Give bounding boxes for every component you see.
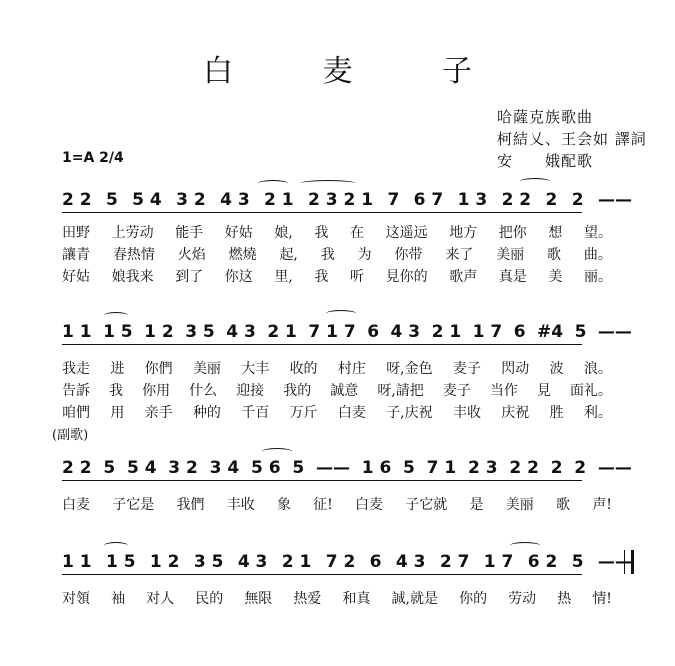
lyric-word: 热 xyxy=(557,591,572,607)
lyric-word: 为 xyxy=(357,247,372,263)
lyric-word: 好姑 xyxy=(224,225,253,241)
note-group: 7 1 xyxy=(426,458,457,478)
lyric-line-2-3 xyxy=(62,402,612,422)
note-group: 3 5 xyxy=(185,322,215,342)
note-group: 5 xyxy=(105,190,118,210)
slur-mark xyxy=(262,448,292,455)
lyric-word: 我 xyxy=(320,247,335,263)
note-group: 7 2 xyxy=(325,552,356,572)
lyric-word: 麦子 xyxy=(452,361,481,377)
lyric-word: 征! xyxy=(313,497,333,513)
lyric-word: 能手 xyxy=(175,225,204,241)
lyric-word: 美 xyxy=(548,269,563,285)
slur-mark xyxy=(104,312,128,319)
note-group: 2 2 xyxy=(509,458,539,478)
note-group: 5 6 xyxy=(250,458,281,478)
lyric-line-2-2 xyxy=(62,380,612,400)
lyric-word: 想 xyxy=(548,225,563,241)
note-group: 2 3 xyxy=(468,458,498,478)
notation-row-3 xyxy=(62,458,632,478)
note-group: 5 4 xyxy=(132,190,162,210)
lyric-word: 万斤 xyxy=(289,405,318,421)
lyric-word: 用 xyxy=(110,405,125,421)
beam-line xyxy=(62,344,582,345)
lyric-line-1-2 xyxy=(62,244,612,264)
lyric-word: 是 xyxy=(469,497,484,513)
lyric-word: 这遥远 xyxy=(385,225,428,241)
note-group: 1 6 xyxy=(361,458,392,478)
refrain-label: (副歌) xyxy=(52,428,89,443)
note-group: 2 1 xyxy=(264,190,294,210)
note-group: 3 2 xyxy=(168,458,198,478)
lyric-word: 你用 xyxy=(142,383,171,399)
note-group: 2 7 xyxy=(439,552,470,572)
lyric-word: 子它是 xyxy=(112,497,155,513)
slur-mark xyxy=(520,178,550,185)
lyric-word: 誠,就是 xyxy=(391,591,438,607)
note-group: 1 2 xyxy=(149,552,180,572)
lyric-word: 閃动 xyxy=(501,361,530,377)
note-group: 2 2 xyxy=(62,458,92,478)
lyric-word: 我 xyxy=(314,269,329,285)
notation-row-2 xyxy=(62,322,632,342)
lyric-word: 你的 xyxy=(459,591,488,607)
lyric-word: 上劳动 xyxy=(111,225,154,241)
lyric-word: 到了 xyxy=(175,269,204,285)
lyric-word: 白麦 xyxy=(355,497,384,513)
lyric-word: 把你 xyxy=(498,225,527,241)
note-group: 1 5 xyxy=(103,322,133,342)
lyric-word: 美丽 xyxy=(496,247,525,263)
lyric-word: 望。 xyxy=(583,225,612,241)
lyric-word: 火焰 xyxy=(177,247,206,263)
lyric-word: 劳动 xyxy=(508,591,537,607)
lyric-word: 我 xyxy=(314,225,329,241)
lyric-word: 波 xyxy=(549,361,564,377)
note-group: 2 xyxy=(550,458,563,478)
lyric-word: 来了 xyxy=(445,247,474,263)
note-group: —— xyxy=(597,190,632,210)
lyric-line-3-1 xyxy=(62,494,612,514)
lyric-word: 白麦 xyxy=(62,497,90,513)
lyric-word: 曲。 xyxy=(583,247,612,263)
slur-mark xyxy=(510,542,540,549)
lyric-word: 燃燒 xyxy=(228,247,257,263)
note-group: 5 xyxy=(403,458,415,478)
slur-mark xyxy=(326,310,356,317)
note-group: 4 3 xyxy=(390,322,421,342)
lyric-word: 象 xyxy=(276,497,291,513)
lyric-word: 歌 xyxy=(547,247,562,263)
lyric-line-1-1 xyxy=(62,222,612,242)
note-group: 6 2 xyxy=(527,552,558,572)
note-group: 1 1 xyxy=(62,552,92,572)
note-group: 1 5 xyxy=(105,552,136,572)
lyric-word: 地方 xyxy=(449,225,478,241)
lyric-word: 呀,金色 xyxy=(386,361,433,377)
note-group: 2 2 xyxy=(501,190,532,210)
note-group: 1 1 xyxy=(62,322,92,342)
lyric-word: 听 xyxy=(350,269,365,285)
arranger-credit: 安 娥配歌 xyxy=(497,152,594,170)
lyric-word: 美丽 xyxy=(505,497,534,513)
lyric-word: 讓青 xyxy=(62,247,90,263)
key-signature: 1=A 2/4 xyxy=(62,150,124,166)
note-group: 2 1 xyxy=(431,322,462,342)
lyric-word: 春热情 xyxy=(112,247,155,263)
slur-mark xyxy=(104,542,128,549)
lyric-word: 娘我来 xyxy=(111,269,154,285)
lyric-word: 歌 xyxy=(555,497,570,513)
lyric-word: 庆祝 xyxy=(501,405,530,421)
notation-row-4 xyxy=(62,552,632,572)
lyric-word: 种的 xyxy=(192,405,221,421)
note-group: 2 xyxy=(545,190,558,210)
lyric-word: 对人 xyxy=(146,591,175,607)
lyric-word: 你們 xyxy=(144,361,173,377)
lyric-word: 呀,請把 xyxy=(377,383,424,399)
note-group: 4 3 xyxy=(237,552,268,572)
lyric-word: 你带 xyxy=(394,247,423,263)
lyric-word: 袖 xyxy=(111,591,126,607)
note-group: 7 xyxy=(387,190,400,210)
lyric-word: 进 xyxy=(110,361,125,377)
lyric-word: 面礼。 xyxy=(569,383,612,399)
lyric-word: 浪。 xyxy=(583,361,612,377)
note-group: 5 xyxy=(103,458,116,478)
lyric-word: 子它就 xyxy=(405,497,448,513)
lyric-word: 咱們 xyxy=(62,405,90,421)
lyric-line-4-1 xyxy=(62,588,612,608)
note-group: 2 xyxy=(571,190,584,210)
lyric-word: 民的 xyxy=(195,591,224,607)
note-group: —— xyxy=(597,458,632,478)
notation-row-1 xyxy=(62,190,632,210)
note-group: 5 xyxy=(571,552,584,572)
note-group: 3 5 xyxy=(193,552,224,572)
lyric-word: 麦子 xyxy=(442,383,471,399)
lyric-word: 白麦 xyxy=(337,405,366,421)
note-group: 1 7 xyxy=(472,322,503,342)
note-group: 6 xyxy=(367,322,380,342)
lyric-word: 大丰 xyxy=(241,361,270,377)
song-title: 白 麦 子 xyxy=(202,54,513,89)
lyric-word: 什么 xyxy=(189,383,218,399)
note-group: 6 7 xyxy=(413,190,444,210)
lyric-word: 起, xyxy=(279,247,298,263)
lyric-word: 在 xyxy=(350,225,365,241)
lyric-word: 热爱 xyxy=(293,591,322,607)
note-group: 3 2 xyxy=(176,190,206,210)
note-group: 5 xyxy=(574,322,587,342)
beam-line xyxy=(62,212,582,213)
lyric-word: 田野 xyxy=(62,225,90,241)
note-group: 6 xyxy=(369,552,382,572)
lyric-line-2-1 xyxy=(62,358,612,378)
final-barline xyxy=(624,550,634,574)
lyric-word: 丽。 xyxy=(583,269,612,285)
lyric-word: 胜 xyxy=(549,405,564,421)
lyric-word: 我 xyxy=(109,383,124,399)
note-group: 2 2 xyxy=(62,190,92,210)
lyric-word: 好姑 xyxy=(62,269,90,285)
lyric-word: 收的 xyxy=(289,361,318,377)
lyric-word: 我走 xyxy=(62,361,90,377)
lyric-word: 我的 xyxy=(283,383,312,399)
note-group: —— xyxy=(597,552,632,572)
lyric-word: 娘, xyxy=(274,225,293,241)
lyric-word: 子,庆祝 xyxy=(386,405,433,421)
note-group: 1 7 xyxy=(483,552,514,572)
lyric-word: 亲手 xyxy=(144,405,173,421)
lyric-word: 情! xyxy=(592,591,612,607)
lyric-word: 丰收 xyxy=(452,405,481,421)
note-group: 1 2 xyxy=(144,322,174,342)
beam-line xyxy=(62,480,582,481)
composer-credit: 哈薩克族歌曲 xyxy=(497,108,594,126)
lyric-word: 見 xyxy=(536,383,551,399)
lyric-word: 我們 xyxy=(176,497,205,513)
lyric-line-1-3 xyxy=(62,266,612,286)
lyric-word: 村庄 xyxy=(337,361,366,377)
lyric-word: 美丽 xyxy=(192,361,221,377)
lyric-word: 利。 xyxy=(583,405,612,421)
note-group: 2 1 xyxy=(281,552,312,572)
slur-mark xyxy=(300,180,356,187)
note-group: 4 3 xyxy=(395,552,426,572)
lyricist-credit: 柯結乂、王会如 譯詞 xyxy=(497,130,647,148)
lyric-word: 歌声 xyxy=(449,269,478,285)
lyric-word: 迎接 xyxy=(236,383,265,399)
lyric-word: 你这 xyxy=(224,269,253,285)
lyric-word: 丰收 xyxy=(226,497,255,513)
note-group: 5 xyxy=(292,458,305,478)
note-group: 2 1 xyxy=(267,322,297,342)
lyric-word: 真是 xyxy=(498,269,527,285)
lyric-word: 誠意 xyxy=(330,383,359,399)
lyric-word: 里, xyxy=(274,269,293,285)
note-group: 2 3 2 1 xyxy=(307,190,374,210)
note-group: 2 xyxy=(574,458,587,478)
lyric-word: 千百 xyxy=(241,405,270,421)
note-group: 4 3 xyxy=(226,322,256,342)
lyric-word: 对領 xyxy=(62,591,90,607)
note-group: #4 xyxy=(537,322,564,342)
note-group: 7 1 7 xyxy=(308,322,356,342)
note-group: —— xyxy=(315,458,350,478)
note-group: 3 4 xyxy=(209,458,240,478)
lyric-word: 見你的 xyxy=(385,269,428,285)
slur-mark xyxy=(258,180,288,187)
note-group: 4 3 xyxy=(220,190,250,210)
note-group: 6 xyxy=(513,322,526,342)
lyric-word: 声! xyxy=(592,497,612,513)
note-group: 1 3 xyxy=(457,190,488,210)
lyric-word: 告訴 xyxy=(62,383,90,399)
beam-line xyxy=(62,574,582,575)
note-group: 5 4 xyxy=(126,458,157,478)
note-group: —— xyxy=(597,322,632,342)
lyric-word: 無限 xyxy=(244,591,273,607)
lyric-word: 当作 xyxy=(489,383,518,399)
lyric-word: 和真 xyxy=(342,591,371,607)
